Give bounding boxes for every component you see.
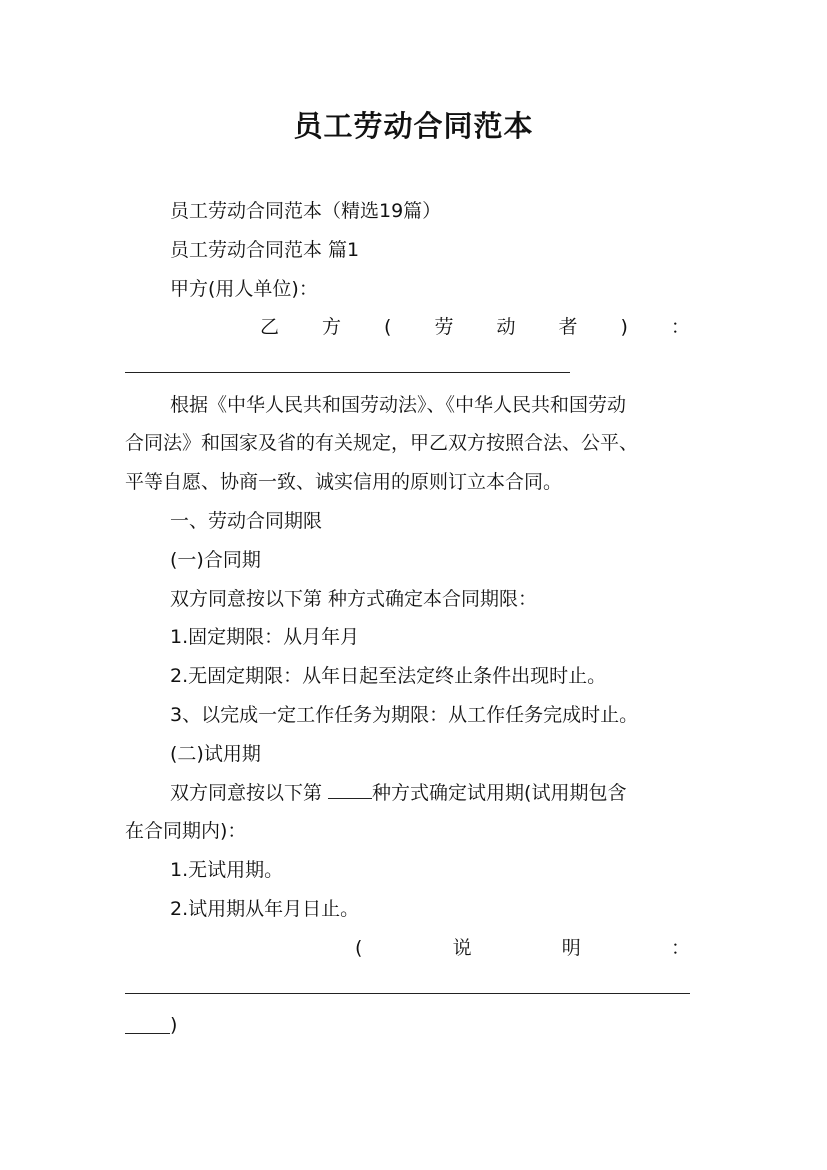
note-char: 说 [452,937,472,959]
note-close: ) [170,1014,178,1036]
probation-option-none: 1.无试用期。 [170,859,284,881]
party-b-label [260,314,690,340]
note-char: ( [355,937,363,959]
subtitle: 员工劳动合同范本（精选19篇） [170,200,442,222]
party-b-char: 劳 [434,316,454,338]
contract-term-instruction: 双方同意按以下第 种方式确定本合同期限： [170,588,538,610]
party-b-char: ) [620,316,628,338]
clause-1-sub-heading-probation: (二)试用期 [170,743,261,765]
term-option-fixed: 1.固定期限：从月年月 [170,626,360,648]
page-title: 员工劳动合同范本 [293,109,534,143]
party-b-char: 方 [322,316,342,338]
party-a-label: 甲方(用人单位)： [170,278,318,300]
clause-1-title: 一、劳动合同期限 [170,510,323,532]
probation-instruction-cont: 在合同期内)： [125,820,247,842]
probation-text-end: 种方式确定试用期(试用期包含 [372,782,627,804]
probation-blank [328,780,372,799]
section-heading: 员工劳动合同范本 篇1 [170,239,360,261]
term-option-open-ended: 2.无固定期限：从年日起至法定终止条件出现时止。 [170,665,607,687]
party-b-char: ： [670,316,690,338]
party-b-char: 动 [496,316,516,338]
intro-paragraph-line: 根据《中华人民共和国劳动法》、《中华人民共和国劳动 [170,394,627,416]
term-option-task-based: 3、以完成一定工作任务为期限：从工作任务完成时止。 [170,704,639,726]
note-label [355,935,690,961]
note-blank-line-short [125,1033,170,1034]
party-b-char: 者 [558,316,578,338]
party-b-char: 乙 [260,316,280,338]
probation-option-period: 2.试用期从年月日止。 [170,898,360,920]
clause-1-sub-heading: (一)合同期 [170,549,261,571]
note-blank-line [125,993,690,994]
party-b-char: ( [384,316,392,338]
note-char: 明 [561,937,581,959]
probation-instruction [170,780,626,806]
note-char: ： [670,937,690,959]
intro-paragraph-line: 平等自愿、协商一致、诚实信用的原则订立本合同。 [125,471,563,493]
probation-text-start: 双方同意按以下第 [170,782,329,804]
intro-paragraph-line: 合同法》和国家及省的有关规定，甲乙双方按照合法、公平、 [125,432,639,454]
party-b-blank-line [125,372,570,373]
